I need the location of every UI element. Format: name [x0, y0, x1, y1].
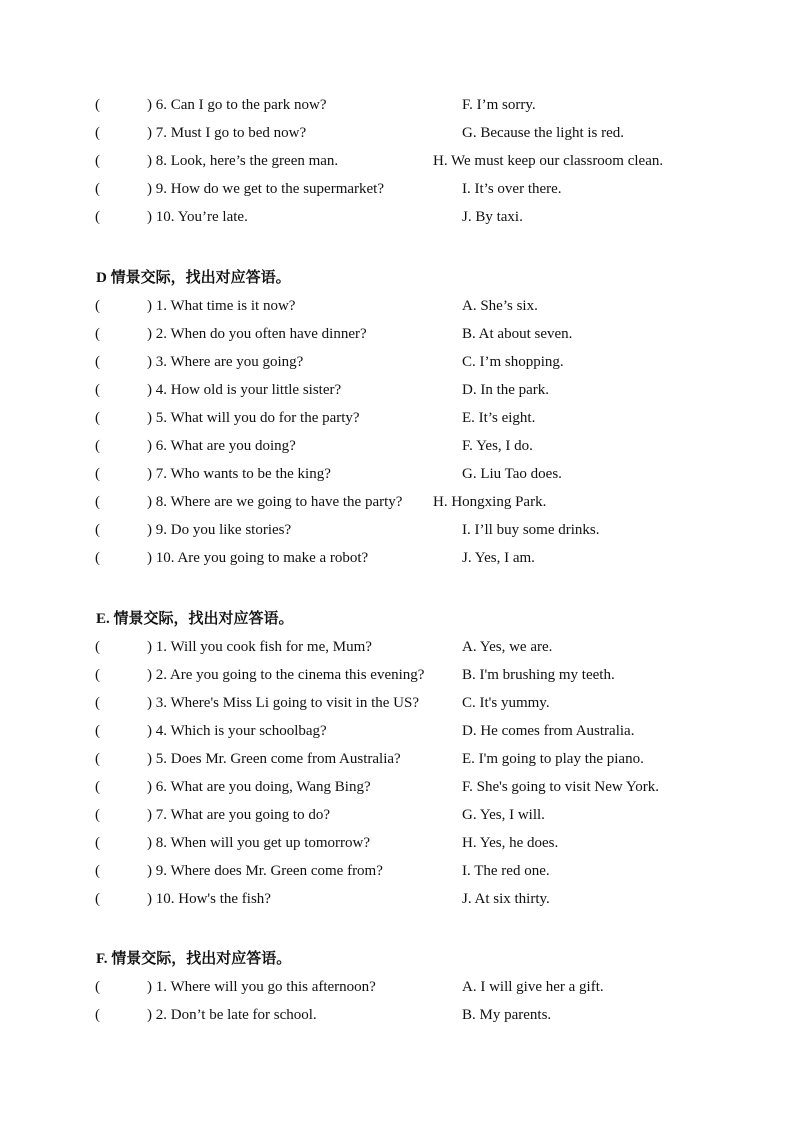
answer-option: A. She’s six. [462, 298, 538, 314]
answer-blank: ( [95, 438, 100, 454]
d-item-7 [0, 462, 800, 486]
question-text: ) 9. How do we get to the supermarket? [147, 181, 385, 197]
answer-blank: ( [95, 209, 100, 225]
answer-option: F. She's going to visit New York. [462, 779, 659, 795]
e-item-3 [0, 691, 800, 715]
answer-option: A. I will give her a gift. [462, 979, 604, 995]
question-text: ) 4. How old is your little sister? [147, 382, 342, 398]
question-text: ) 2. Don’t be late for school. [147, 1007, 317, 1023]
answer-option: G. Yes, I will. [462, 807, 545, 823]
e-item-9 [0, 859, 800, 883]
answer-option: H. Hongxing Park. [433, 494, 547, 510]
answer-blank: ( [95, 382, 100, 398]
answer-blank: ( [95, 723, 100, 739]
answer-blank: ( [95, 153, 100, 169]
e-item-4 [0, 719, 800, 743]
d-item-9 [0, 518, 800, 542]
answer-option: H. We must keep our classroom clean. [433, 153, 664, 169]
question-text: ) 7. Must I go to bed now? [147, 125, 307, 141]
answer-blank: ( [95, 891, 100, 907]
question-text: ) 10. You’re late. [147, 209, 248, 225]
e-item-1 [0, 635, 800, 659]
answer-option: J. Yes, I am. [462, 550, 535, 566]
answer-option: B. My parents. [462, 1007, 552, 1023]
section-d-heading: D 情景交际，找出对应答语。 [96, 270, 291, 286]
c-item-9 [0, 177, 800, 201]
e-item-7 [0, 803, 800, 827]
d-item-2 [0, 322, 800, 346]
answer-option: F. Yes, I do. [462, 438, 533, 454]
answer-option: I. The red one. [462, 863, 550, 879]
question-text: ) 1. What time is it now? [147, 298, 296, 314]
answer-blank: ( [95, 466, 100, 482]
question-text: ) 2. When do you often have dinner? [147, 326, 367, 342]
answer-option: F. I’m sorry. [462, 97, 536, 113]
answer-blank: ( [95, 494, 100, 510]
answer-option: C. I’m shopping. [462, 354, 564, 370]
answer-option: D. In the park. [462, 382, 550, 398]
e-item-6 [0, 775, 800, 799]
f-item-2 [0, 1003, 800, 1027]
answer-option: J. At six thirty. [462, 891, 550, 907]
answer-option: B. At about seven. [462, 326, 573, 342]
answer-blank: ( [95, 639, 100, 655]
question-text: ) 9. Where does Mr. Green come from? [147, 863, 383, 879]
answer-blank: ( [95, 326, 100, 342]
f-item-1 [0, 975, 800, 999]
answer-blank: ( [95, 695, 100, 711]
answer-option: I. I’ll buy some drinks. [462, 522, 600, 538]
answer-option: E. I'm going to play the piano. [462, 751, 644, 767]
d-item-3 [0, 350, 800, 374]
d-item-6 [0, 434, 800, 458]
answer-blank: ( [95, 125, 100, 141]
answer-option: H. Yes, he does. [462, 835, 559, 851]
d-item-10 [0, 546, 800, 570]
answer-option: G. Because the light is red. [462, 125, 625, 141]
answer-option: J. By taxi. [462, 209, 523, 225]
answer-blank: ( [95, 298, 100, 314]
answer-blank: ( [95, 354, 100, 370]
question-text: ) 6. What are you doing, Wang Bing? [147, 779, 371, 795]
question-text: ) 4. Which is your schoolbag? [147, 723, 327, 739]
c-item-8 [0, 149, 800, 173]
question-text: ) 7. Who wants to be the king? [147, 466, 331, 482]
answer-blank: ( [95, 550, 100, 566]
question-text: ) 3. Where are you going? [147, 354, 304, 370]
question-text: ) 9. Do you like stories? [147, 522, 292, 538]
answer-blank: ( [95, 667, 100, 683]
answer-blank: ( [95, 1007, 100, 1023]
answer-option: E. It’s eight. [462, 410, 536, 426]
d-item-5 [0, 406, 800, 430]
e-item-8 [0, 831, 800, 855]
question-text: ) 6. What are you doing? [147, 438, 296, 454]
answer-blank: ( [95, 979, 100, 995]
d-item-8 [0, 490, 800, 514]
answer-blank: ( [95, 751, 100, 767]
question-text: ) 8. Where are we going to have the party? [147, 494, 403, 510]
question-text: ) 2. Are you going to the cinema this evening? [147, 667, 425, 683]
answer-blank: ( [95, 779, 100, 795]
answer-blank: ( [95, 835, 100, 851]
answer-blank: ( [95, 807, 100, 823]
question-text: ) 1. Will you cook fish for me, Mum? [147, 639, 372, 655]
d-item-4 [0, 378, 800, 402]
answer-option: B. I'm brushing my teeth. [462, 667, 615, 683]
c-item-10 [0, 205, 800, 229]
question-text: ) 1. Where will you go this afternoon? [147, 979, 376, 995]
answer-option: D. He comes from Australia. [462, 723, 635, 739]
answer-blank: ( [95, 97, 100, 113]
answer-option: A. Yes, we are. [462, 639, 553, 655]
question-text: ) 6. Can I go to the park now? [147, 97, 327, 113]
answer-blank: ( [95, 181, 100, 197]
c-item-6 [0, 93, 800, 117]
d-item-1 [0, 294, 800, 318]
question-text: ) 8. Look, here’s the green man. [147, 153, 339, 169]
answer-option: C. It's yummy. [462, 695, 550, 711]
question-text: ) 10. Are you going to make a robot? [147, 550, 369, 566]
e-item-5 [0, 747, 800, 771]
question-text: ) 10. How's the fish? [147, 891, 271, 907]
question-text: ) 5. Does Mr. Green come from Australia? [147, 751, 401, 767]
answer-option: G. Liu Tao does. [462, 466, 562, 482]
answer-blank: ( [95, 522, 100, 538]
question-text: ) 7. What are you going to do? [147, 807, 331, 823]
question-text: ) 5. What will you do for the party? [147, 410, 360, 426]
e-item-10 [0, 887, 800, 911]
answer-blank: ( [95, 863, 100, 879]
section-e-heading: E. 情景交际，找出对应答语。 [96, 611, 294, 627]
section-f-heading: F. 情景交际，找出对应答语。 [96, 951, 292, 967]
question-text: ) 8. When will you get up tomorrow? [147, 835, 371, 851]
answer-option: I. It’s over there. [462, 181, 562, 197]
answer-blank: ( [95, 410, 100, 426]
c-item-7 [0, 121, 800, 145]
question-text: ) 3. Where's Miss Li going to visit in the US? [147, 695, 419, 711]
e-item-2 [0, 663, 800, 687]
